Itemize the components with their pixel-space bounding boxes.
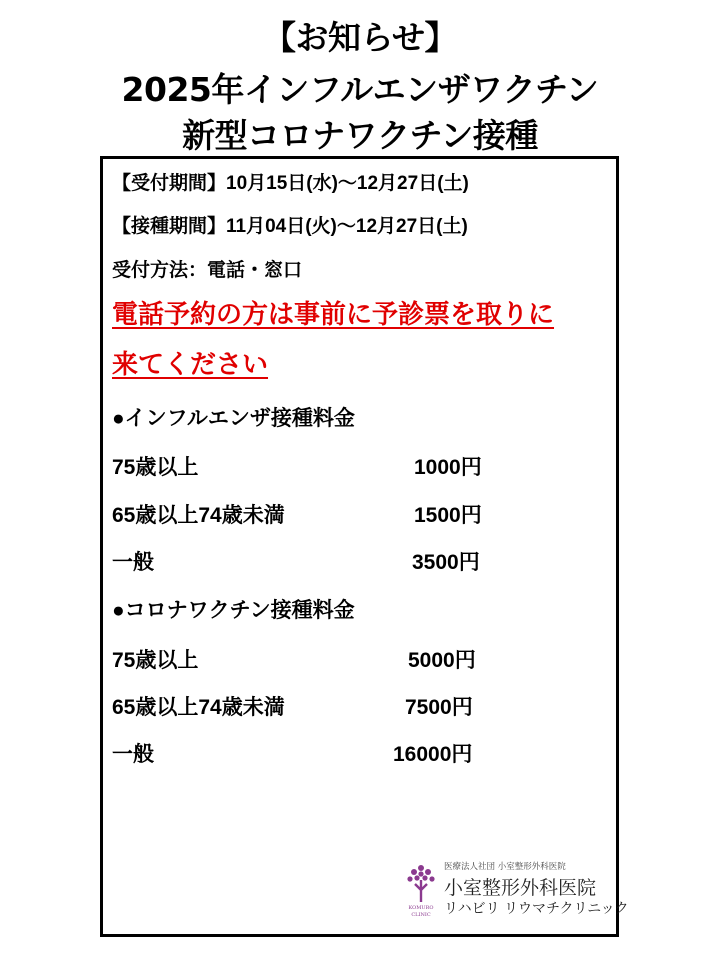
clinic-corporation-name: 医療法人社団 小室整形外科医院	[444, 862, 566, 872]
flu-row-price: 3500円	[412, 551, 480, 574]
covid-row-label: 一般	[112, 743, 154, 766]
svg-text:KOMURO: KOMURO	[408, 905, 434, 911]
warning-line-2: 来てください	[112, 349, 269, 379]
covid-vaccine-title: 新型コロナワクチン接種	[182, 116, 538, 155]
vaccination-period: 【接種期間】11月04日(火)～12月27日(土)	[112, 216, 468, 237]
covid-row-label: 75歳以上	[112, 649, 199, 672]
covid-row-label: 65歳以上74歳未満	[112, 696, 285, 719]
notice-title: 【お知らせ】	[262, 18, 457, 57]
covid-row-price: 7500円	[405, 696, 473, 719]
flu-row-label: 65歳以上74歳未満	[112, 504, 285, 527]
reception-method: 受付方法：電話・窓口	[112, 260, 303, 281]
covid-row-price: 5000円	[408, 649, 476, 672]
clinic-department: リハビリ リウマチクリニック	[444, 901, 629, 917]
reception-period: 【受付期間】10月15日(水)～12月27日(土)	[112, 173, 469, 194]
flu-row-price: 1500円	[414, 504, 482, 527]
flu-row-label: 75歳以上	[112, 456, 199, 479]
svg-text:CLINIC: CLINIC	[411, 912, 431, 918]
flu-vaccine-title: 2025年インフルエンザワクチン	[121, 70, 599, 109]
flu-row-label: 一般	[112, 551, 154, 574]
flu-price-heading: ●インフルエンザ接種料金	[112, 407, 355, 430]
clinic-tree-icon	[404, 860, 438, 920]
warning-line-1: 電話予約の方は事前に予診票を取りに	[112, 299, 555, 329]
covid-price-heading: ●コロナワクチン接種料金	[112, 599, 355, 622]
clinic-logo	[404, 860, 629, 922]
flu-row-price: 1000円	[414, 456, 482, 479]
covid-row-price: 16000円	[393, 743, 473, 766]
clinic-name: 小室整形外科医院	[444, 877, 597, 899]
